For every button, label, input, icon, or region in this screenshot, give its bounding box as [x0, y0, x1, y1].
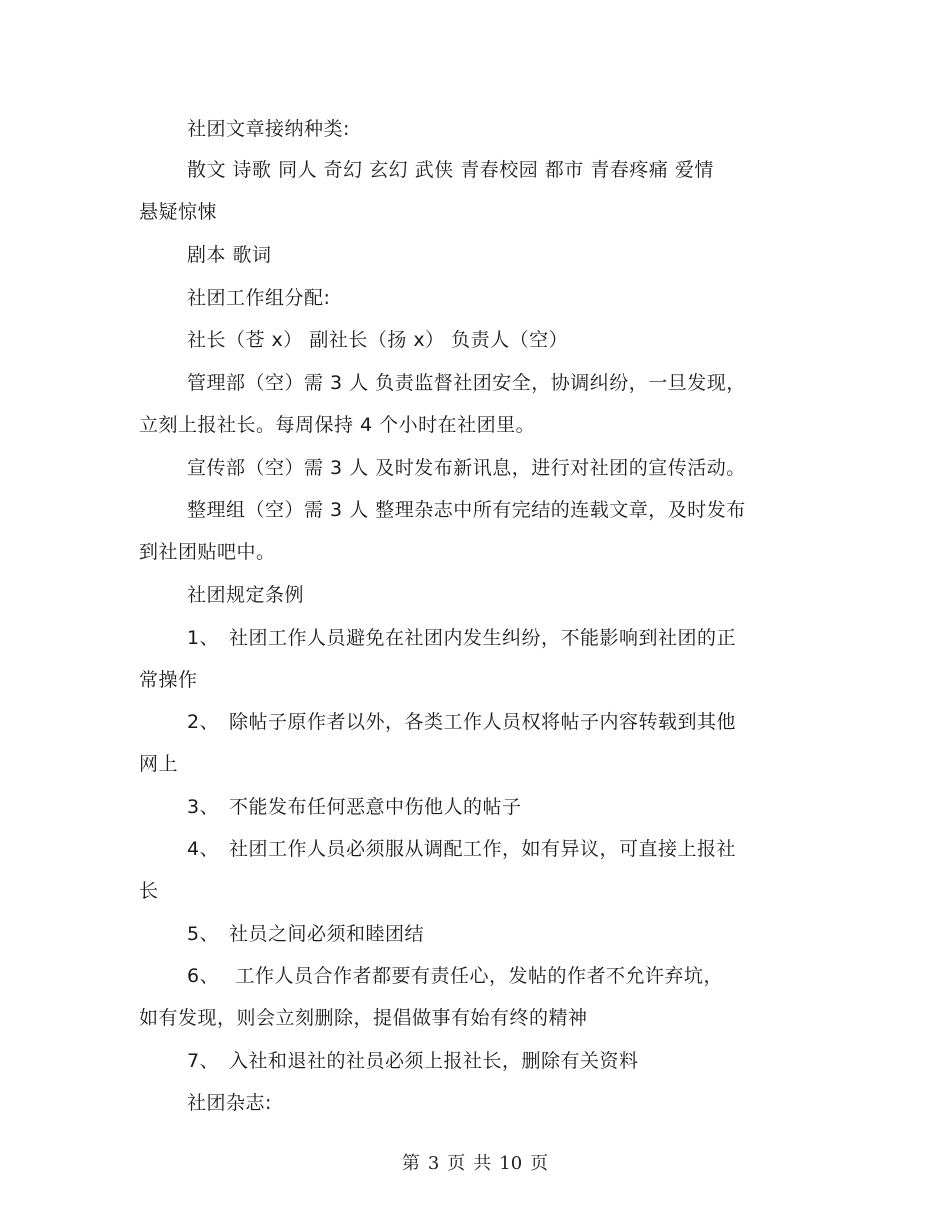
rule-number: 5、 [187, 923, 220, 945]
rule-number: 2、 [187, 711, 220, 733]
rule-text-continued: 常操作 [139, 669, 198, 691]
genres-list-line: 散文 诗歌 同人 奇幻 玄幻 武侠 青春校园 都市 青春疼痛 爱情 [187, 159, 714, 181]
page-number: 3 [427, 1153, 440, 1174]
rule-text: 除帖子原作者以外，各类工作人员权将帖子内容转载到其他 [229, 711, 737, 733]
rule-item [187, 625, 736, 651]
genres-list-line: 悬疑惊悚 [139, 201, 218, 223]
rule-text: 工作人员合作者都要有责任心，发帖的作者不允许弃坑， [229, 965, 724, 987]
rule-number: 4、 [187, 838, 220, 860]
rule-item [187, 836, 736, 862]
rule-text: 社员之间必须和睦团结 [229, 923, 425, 945]
rule-text-continued: 网上 [139, 753, 179, 775]
footer-gong: 共 [473, 1153, 492, 1174]
footer-ye: 页 [530, 1153, 549, 1174]
rules-heading: 社团规定条例 [187, 584, 305, 606]
rule-item [187, 1048, 639, 1074]
organize-group-line: 整理组（空）需 3 人 整理杂志中所有完结的连载文章，及时发布 [187, 499, 746, 521]
rule-number: 7、 [187, 1050, 220, 1072]
rule-text: 社团工作人员必须服从调配工作，如有异议，可直接上报社 [229, 838, 737, 860]
rule-text: 不能发布任何恶意中伤他人的帖子 [229, 796, 522, 818]
page-footer [0, 1152, 950, 1176]
rule-number: 6、 [187, 965, 220, 987]
management-dept-line: 管理部（空）需 3 人 负责监督社团安全，协调纠纷，一旦发现， [187, 372, 746, 394]
rule-number: 1、 [187, 627, 220, 649]
organize-group-line: 到社团贴吧中。 [139, 541, 276, 563]
rule-item [187, 921, 424, 947]
genres-list-line: 剧本 歌词 [187, 244, 272, 266]
rule-item [187, 709, 736, 735]
magazine-heading: 社团杂志: [187, 1092, 272, 1114]
leaders-line: 社长（苍 x） 副社长（扬 x） 负责人（空） [187, 329, 569, 351]
rule-text-continued: 如有发现，则会立刻删除，提倡做事有始有终的精神 [139, 1007, 588, 1029]
rule-item [187, 794, 522, 820]
management-dept-line: 立刻上报社长。每周保持 4 个小时在社团里。 [139, 414, 536, 436]
rule-text-continued: 长 [139, 880, 159, 902]
footer-ye: 页 [447, 1153, 466, 1174]
rule-item [187, 963, 723, 989]
rule-text: 入社和退社的社员必须上报社长，删除有关资料 [229, 1050, 639, 1072]
total-pages: 10 [499, 1153, 523, 1174]
footer-di: 第 [401, 1153, 420, 1174]
work-heading: 社团工作组分配: [187, 287, 331, 309]
rule-number: 3、 [187, 796, 220, 818]
rule-text: 社团工作人员避免在社团内发生纠纷，不能影响到社团的正 [229, 627, 737, 649]
genres-heading: 社团文章接纳种类: [187, 118, 350, 140]
promotion-dept-line: 宣传部（空）需 3 人 及时发布新讯息，进行对社团的宣传活动。 [187, 457, 746, 479]
